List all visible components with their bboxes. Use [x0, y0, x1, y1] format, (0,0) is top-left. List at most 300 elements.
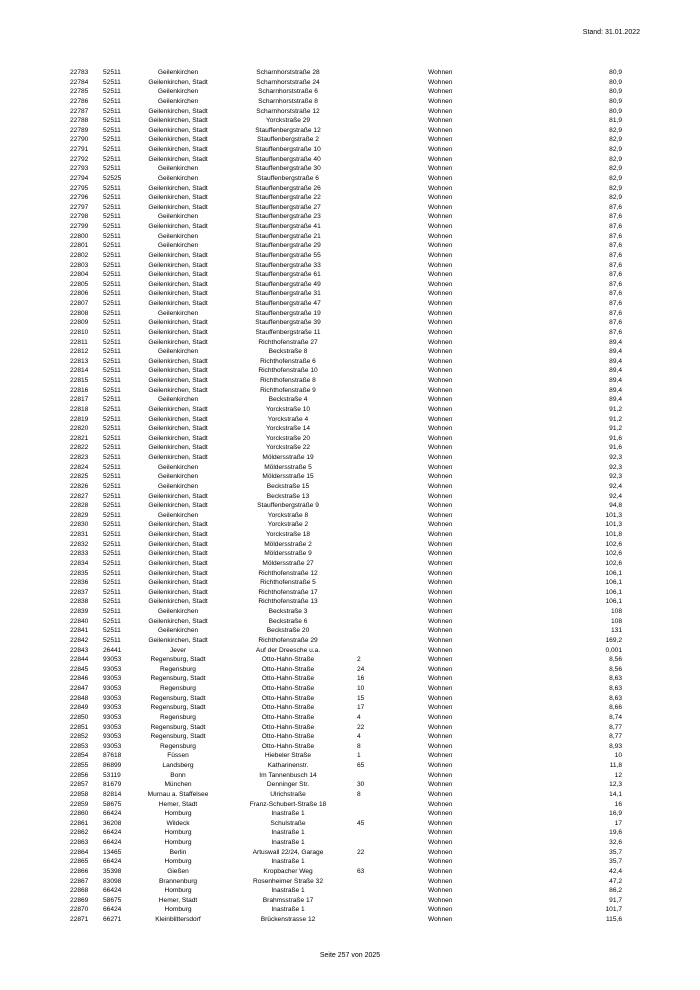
value: 80,9: [609, 107, 622, 115]
row-id: 22846: [70, 675, 89, 683]
table-row: 22869 58675 Hemer, Stadt Brahmsstraße 17 Wohnen 91,7: [70, 896, 622, 904]
table-row: 22820 52511 Geilenkirchen, Stadt Yorckstraße 14 Wohnen 91,2: [70, 425, 622, 433]
table-row: 22856 53119 Bonn Im Tannenbusch 14 Wohnen 12: [70, 771, 622, 779]
table-row: 22803 52511 Geilenkirchen, Stadt Stauffenbergstraße 33 Wohnen 87,6: [70, 261, 622, 269]
table-row: 22850 93053 Regensburg Otto-Hahn-Straße 4 Wohnen 8,74: [70, 713, 622, 721]
table-row: 22788 52511 Geilenkirchen, Stadt Yorckstraße 29 Wohnen 81,9: [70, 117, 622, 125]
postal-code: 26441: [103, 646, 122, 654]
usage-type: Wohnen: [428, 685, 453, 692]
usage-type: Wohnen: [428, 290, 453, 298]
row-id: 22854: [70, 752, 89, 760]
value: 87,6: [609, 300, 622, 307]
row-id: 22858: [70, 790, 89, 798]
table-row: 22785 52511 Geilenkirchen Scharnhorststraße 6 Wohnen 80,9: [70, 88, 622, 96]
value: 89,4: [609, 367, 622, 375]
postal-code: 66424: [103, 810, 122, 818]
value: 8,56: [609, 656, 622, 664]
row-id: 22806: [70, 290, 89, 298]
row-id: 22793: [70, 165, 89, 173]
table-row: 22839 52511 Geilenkirchen Beckstraße 3 Wohnen 108: [70, 608, 622, 615]
usage-type: Wohnen: [428, 665, 453, 673]
usage-type: Wohnen: [428, 280, 453, 288]
row-id: 22856: [70, 771, 89, 779]
row-id: 22791: [70, 146, 89, 153]
row-id: 22852: [70, 733, 89, 741]
table-row: 22829 52511 Geilenkirchen Yorckstraße 8 Wohnen 101,3: [70, 511, 622, 519]
table-row: 22801 52511 Geilenkirchen Stauffenbergstraße 29 Wohnen 87,6: [70, 242, 622, 250]
row-id: 22833: [70, 550, 89, 558]
table-row: 22787 52511 Geilenkirchen, Stadt Scharnhorststraße 12 Wohnen 80,9: [70, 107, 622, 115]
postal-code: 53119: [103, 771, 121, 779]
postal-code: 52511: [103, 165, 121, 173]
value: 8,66: [609, 704, 622, 712]
table-row: 22802 52511 Geilenkirchen, Stadt Stauffenbergstraße 55 Wohnen 87,6: [70, 251, 622, 259]
postal-code: 52511: [103, 184, 121, 192]
table-row: 22842 52511 Geilenkirchen, Stadt Richthofenstraße 29 Wohnen 169,2: [70, 636, 622, 644]
table-row: 22816 52511 Geilenkirchen, Stadt Richthofenstraße 9 Wohnen 89,4: [70, 386, 622, 394]
postal-code: 52511: [103, 280, 121, 288]
usage-type: Wohnen: [428, 97, 453, 105]
postal-code: 52511: [103, 155, 121, 163]
usage-type: Wohnen: [428, 819, 453, 827]
usage-type: Wohnen: [428, 579, 453, 587]
value: 87,6: [609, 328, 622, 336]
table-row: 22808 52511 Geilenkirchen Stauffenbergstraße 19 Wohnen 87,6: [70, 309, 622, 317]
row-id: 22868: [70, 887, 89, 895]
postal-code: 52511: [103, 126, 121, 134]
value: 16,9: [609, 810, 622, 818]
row-id: 22798: [70, 213, 89, 221]
table-row: 22851 93053 Regensburg, Stadt Otto-Hahn-Straße 22 Wohnen 8,77: [70, 723, 622, 731]
value: 87,6: [609, 271, 622, 279]
house-number: 8: [357, 790, 361, 798]
row-id: 22814: [70, 367, 89, 375]
usage-type: Wohnen: [428, 463, 453, 471]
usage-type: Wohnen: [428, 415, 453, 423]
row-id: 22792: [70, 155, 89, 163]
value: 115,6: [605, 916, 622, 923]
stand-date: Stand: 31.01.2022: [582, 29, 640, 36]
table-row: 22852 93053 Regensburg, Stadt Otto-Hahn-Straße 4 Wohnen 8,77: [70, 733, 622, 741]
table-row: 22831 52511 Geilenkirchen, Stadt Yorckstraße 18 Wohnen 101,8: [70, 531, 622, 538]
postal-code: 52511: [103, 117, 121, 125]
usage-type: Wohnen: [428, 146, 453, 153]
row-id: 22847: [70, 685, 89, 692]
row-id: 22819: [70, 415, 89, 423]
value: 169,2: [605, 636, 622, 644]
usage-type: Wohnen: [428, 588, 453, 596]
value: 91,2: [609, 425, 622, 433]
value: 94,8: [609, 502, 622, 510]
value: 91,2: [609, 405, 622, 413]
house-number: 8: [357, 742, 361, 750]
house-number: 30: [357, 781, 365, 789]
value: 86,2: [609, 887, 622, 895]
usage-type: Wohnen: [428, 300, 453, 307]
row-id: 22867: [70, 877, 89, 885]
value: 8,63: [609, 694, 622, 702]
usage-type: Wohnen: [428, 627, 453, 635]
table-row: 22805 52511 Geilenkirchen, Stadt Stauffenbergstraße 49 Wohnen 87,6: [70, 280, 622, 288]
value: 16: [614, 800, 622, 808]
value: 87,6: [609, 242, 622, 250]
value: 101,3: [605, 511, 622, 519]
row-id: 22831: [70, 531, 89, 538]
postal-code: 93053: [103, 665, 122, 673]
postal-code: 87618: [103, 752, 122, 760]
table-row: 22798 52511 Geilenkirchen Stauffenbergstraße 23 Wohnen 87,6: [70, 213, 622, 221]
value: 87,6: [609, 223, 622, 230]
usage-type: Wohnen: [428, 367, 453, 375]
table-row: 22817 52511 Geilenkirchen Beckstraße 4 Wohnen 89,4: [70, 396, 622, 404]
postal-code: 93053: [103, 704, 122, 712]
row-id: 22817: [70, 396, 89, 404]
postal-code: 52511: [103, 261, 121, 269]
usage-type: Wohnen: [428, 752, 453, 760]
value: 82,9: [609, 155, 622, 163]
postal-code: 93053: [103, 713, 122, 721]
usage-type: Wohnen: [428, 511, 453, 519]
usage-type: Wohnen: [428, 213, 453, 221]
table-row: 22824 52511 Geilenkirchen Möldersstraße 5 Wohnen 92,3: [70, 463, 622, 471]
row-id: 22813: [70, 357, 89, 365]
table-row: 22867 83098 Brannenburg Rosenheimer Straße 32 Wohnen 47,2: [70, 877, 622, 885]
value: 87,6: [609, 251, 622, 259]
table-row: 22866 35398 Gießen Kropbacher Weg 63 Wohnen 42,4: [70, 867, 622, 875]
postal-code: 52511: [103, 146, 121, 153]
table-row: 22784 52511 Geilenkirchen, Stadt Scharnhorststraße 24 Wohnen 80,9: [70, 78, 622, 86]
table-row: 22854 87618 Füssen Hiebeler Straße 1 Wohnen 10: [70, 752, 622, 760]
table-row: 22818 52511 Geilenkirchen, Stadt Yorckstraße 10 Wohnen 91,2: [70, 405, 622, 413]
value: 82,9: [609, 184, 622, 192]
postal-code: 52511: [103, 598, 121, 606]
house-number: 1: [357, 752, 361, 760]
usage-type: Wohnen: [428, 338, 453, 346]
value: 91,2: [609, 415, 622, 423]
postal-code: 52511: [103, 569, 121, 577]
value: 89,4: [609, 396, 622, 404]
postal-code: 52511: [103, 454, 121, 461]
row-id: 22828: [70, 502, 89, 510]
value: 12,3: [609, 781, 622, 789]
value: 91,7: [609, 896, 622, 904]
postal-code: 52511: [103, 531, 121, 538]
usage-type: Wohnen: [428, 636, 453, 644]
postal-code: 52511: [103, 367, 121, 375]
value: 102,6: [605, 559, 622, 567]
postal-code: 82814: [103, 790, 122, 798]
usage-type: Wohnen: [428, 107, 453, 115]
postal-code: 81679: [103, 781, 122, 789]
row-id: 22810: [70, 328, 89, 336]
table-row: 22834 52511 Geilenkirchen, Stadt Möldersstraße 27 Wohnen 102,6: [70, 559, 622, 567]
value: 14,1: [609, 790, 622, 798]
value: 82,9: [609, 136, 622, 144]
usage-type: Wohnen: [428, 174, 453, 182]
house-number: 2: [357, 656, 361, 664]
postal-code: 52511: [103, 473, 121, 481]
table-row: 22853 93053 Regensburg Otto-Hahn-Straße 8 Wohnen 8,93: [70, 742, 622, 750]
usage-type: Wohnen: [428, 444, 453, 452]
table-row: 22810 52511 Geilenkirchen, Stadt Stauffenbergstraße 11 Wohnen 87,6: [70, 328, 622, 336]
table-row: 22795 52511 Geilenkirchen, Stadt Stauffenbergstraße 26 Wohnen 82,9: [70, 184, 622, 192]
value: 10: [614, 752, 622, 760]
value: 89,4: [609, 348, 622, 356]
usage-type: Wohnen: [428, 704, 453, 712]
row-id: 22827: [70, 492, 89, 500]
table-row: 22870 66424 Homburg Inastraße 1 Wohnen 101,7: [70, 906, 622, 914]
postal-code: 52511: [103, 348, 121, 356]
table-row: 22794 52525 Geilenkirchen Stauffenbergstraße 6 Wohnen 82,9: [70, 174, 622, 182]
postal-code: 58675: [103, 800, 122, 808]
value: 8,63: [609, 685, 622, 692]
postal-code: 52511: [103, 271, 121, 279]
usage-type: Wohnen: [428, 877, 453, 885]
usage-type: Wohnen: [428, 887, 453, 895]
house-number: 22: [357, 723, 365, 731]
value: 8,93: [609, 742, 622, 750]
postal-code: 93053: [103, 742, 122, 750]
value: 102,6: [605, 540, 622, 548]
usage-type: Wohnen: [428, 232, 453, 240]
value: 87,6: [609, 290, 622, 298]
page-footer: Seite 257 von 2025: [319, 952, 381, 959]
postal-code: 66424: [103, 829, 122, 837]
table-row: 22809 52511 Geilenkirchen, Stadt Stauffenbergstraße 39 Wohnen 87,6: [70, 319, 622, 327]
postal-code: 52511: [103, 405, 121, 413]
value: 106,1: [605, 579, 622, 587]
value: 91,6: [609, 434, 622, 442]
value: 87,6: [609, 280, 622, 288]
postal-code: 93053: [103, 694, 122, 702]
value: 82,9: [609, 174, 622, 182]
table-row: 22864 13465 Berlin Artuswall 22/24, Garage 22 Wohnen 35,7: [70, 848, 622, 856]
postal-code: 52511: [103, 78, 121, 86]
postal-code: 52511: [103, 290, 121, 298]
row-id: 22808: [70, 309, 89, 317]
row-id: 22835: [70, 569, 89, 577]
value: 87,6: [609, 213, 622, 221]
table-row: 22838 52511 Geilenkirchen, Stadt Richthofenstraße 13 Wohnen 106,1: [70, 598, 622, 606]
row-id: 22862: [70, 829, 89, 837]
row-id: 22851: [70, 723, 89, 731]
row-id: 22871: [70, 916, 89, 923]
row-id: 22820: [70, 425, 89, 433]
postal-code: 52511: [103, 463, 121, 471]
table-row: 22847 93053 Regensburg Otto-Hahn-Straße 10 Wohnen 8,63: [70, 685, 622, 692]
house-number: 15: [357, 694, 365, 702]
value: 35,7: [609, 848, 622, 856]
table-row: 22792 52511 Geilenkirchen, Stadt Stauffenbergstraße 40 Wohnen 82,9: [70, 155, 622, 163]
usage-type: Wohnen: [428, 867, 453, 875]
value: 87,6: [609, 319, 622, 327]
usage-type: Wohnen: [428, 896, 453, 904]
usage-type: Wohnen: [428, 184, 453, 192]
postal-code: 52511: [103, 242, 121, 250]
usage-type: Wohnen: [428, 271, 453, 279]
usage-type: Wohnen: [428, 136, 453, 144]
value: 106,1: [605, 588, 622, 596]
postal-code: 52511: [103, 396, 121, 404]
postal-code: 93053: [103, 723, 122, 731]
row-id: 22822: [70, 444, 89, 452]
usage-type: Wohnen: [428, 454, 453, 461]
row-id: 22794: [70, 174, 89, 182]
usage-type: Wohnen: [428, 848, 453, 856]
row-id: 22797: [70, 203, 89, 211]
table-row: 22811 52511 Geilenkirchen, Stadt Richthofenstraße 27 Wohnen 89,4: [70, 338, 622, 346]
postal-code: 83098: [103, 877, 122, 885]
table-row: 22804 52511 Geilenkirchen, Stadt Stauffenbergstraße 61 Wohnen 87,6: [70, 271, 622, 279]
postal-code: 52511: [103, 223, 121, 230]
house-number: 4: [357, 733, 361, 741]
table-row: 22837 52511 Geilenkirchen, Stadt Richthofenstraße 17 Wohnen 106,1: [70, 588, 622, 596]
row-id: 22805: [70, 280, 89, 288]
usage-type: Wohnen: [428, 829, 453, 837]
row-id: 22786: [70, 97, 89, 105]
postal-code: 52511: [103, 636, 121, 644]
value: 11,8: [609, 762, 622, 769]
usage-type: Wohnen: [428, 858, 453, 866]
postal-code: 66424: [103, 858, 122, 866]
postal-code: 52511: [103, 69, 121, 76]
value: 92,3: [609, 473, 622, 481]
usage-type: Wohnen: [428, 656, 453, 664]
usage-type: Wohnen: [428, 319, 453, 327]
table-row: 22857 81679 München Denninger Str. 30 Wohnen 12,3: [70, 781, 622, 789]
value: 82,9: [609, 126, 622, 134]
usage-type: Wohnen: [428, 733, 453, 741]
usage-type: Wohnen: [428, 617, 453, 625]
row-id: 22836: [70, 579, 89, 587]
value: 8,74: [609, 713, 622, 721]
value: 32,6: [609, 839, 622, 846]
row-id: 22864: [70, 848, 89, 856]
table-row: 22828 52511 Geilenkirchen, Stadt Stauffenbergstraße 9 Wohnen 94,8: [70, 502, 622, 510]
value: 82,9: [609, 165, 622, 173]
usage-type: Wohnen: [428, 482, 453, 490]
usage-type: Wohnen: [428, 396, 453, 404]
value: 80,9: [609, 88, 622, 96]
row-id: 22834: [70, 559, 89, 567]
postal-code: 52511: [103, 434, 121, 442]
postal-code: 52511: [103, 608, 121, 615]
postal-code: 52511: [103, 357, 121, 365]
usage-type: Wohnen: [428, 88, 453, 96]
row-id: 22845: [70, 665, 89, 673]
table-row: 22826 52511 Geilenkirchen Beckstraße 15 Wohnen 92,4: [70, 482, 622, 490]
value: 80,9: [609, 69, 622, 76]
postal-code: 52511: [103, 511, 121, 519]
usage-type: Wohnen: [428, 771, 453, 779]
row-id: 22803: [70, 261, 89, 269]
usage-type: Wohnen: [428, 194, 453, 202]
value: 8,63: [609, 675, 622, 683]
row-id: 22832: [70, 540, 89, 548]
house-number: 16: [357, 675, 365, 683]
postal-code: 66424: [103, 839, 122, 846]
usage-type: Wohnen: [428, 357, 453, 365]
row-id: 22853: [70, 742, 89, 750]
row-id: 22848: [70, 694, 89, 702]
postal-code: 66271: [103, 916, 122, 923]
usage-type: Wohnen: [428, 675, 453, 683]
postal-code: 52511: [103, 502, 121, 510]
usage-type: Wohnen: [428, 569, 453, 577]
row-id: 22843: [70, 646, 89, 654]
table-row: 22849 93053 Regensburg, Stadt Otto-Hahn-Straße 17 Wohnen 8,66: [70, 704, 622, 712]
row-id: 22795: [70, 184, 89, 192]
table-row: 22813 52511 Geilenkirchen, Stadt Richthofenstraße 6 Wohnen 89,4: [70, 357, 622, 365]
house-number: 65: [357, 762, 365, 769]
table-row: 22858 82814 Murnau a. Staffelsee Ulrichstraße 8 Wohnen 14,1: [70, 790, 622, 798]
value: 8,56: [609, 665, 622, 673]
value: 82,9: [609, 146, 622, 153]
house-number: 45: [357, 819, 365, 827]
table-row: 22848 93053 Regensburg, Stadt Otto-Hahn-Straße 15 Wohnen 8,63: [70, 694, 622, 702]
table-row: 22836 52511 Geilenkirchen, Stadt Richthofenstraße 5 Wohnen 106,1: [70, 579, 622, 587]
postal-code: 93053: [103, 656, 122, 664]
postal-code: 52511: [103, 194, 121, 202]
house-number: 17: [357, 704, 365, 712]
row-id: 22816: [70, 386, 89, 394]
usage-type: Wohnen: [428, 646, 453, 654]
value: 92,4: [609, 492, 622, 500]
row-id: 22799: [70, 223, 89, 230]
postal-code: 52511: [103, 579, 121, 587]
value: 92,3: [609, 463, 622, 471]
usage-type: Wohnen: [428, 386, 453, 394]
postal-code: 52511: [103, 88, 121, 96]
usage-type: Wohnen: [428, 550, 453, 558]
value: 89,4: [609, 386, 622, 394]
postal-code: 52511: [103, 482, 121, 490]
usage-type: Wohnen: [428, 155, 453, 163]
row-id: 22850: [70, 713, 89, 721]
row-id: 22790: [70, 136, 89, 144]
value: 8,77: [609, 723, 622, 731]
house-number: 22: [357, 848, 365, 856]
value: 17: [614, 819, 622, 827]
value: 89,4: [609, 377, 622, 384]
postal-code: 52511: [103, 319, 121, 327]
usage-type: Wohnen: [428, 242, 453, 250]
postal-code: 52511: [103, 377, 121, 384]
table-row: 22815 52511 Geilenkirchen, Stadt Richthofenstraße 8 Wohnen 89,4: [70, 377, 622, 384]
row-id: 22815: [70, 377, 89, 384]
value: 47,2: [609, 877, 622, 885]
table-row: 22833 52511 Geilenkirchen, Stadt Möldersstraße 9 Wohnen 102,6: [70, 550, 622, 558]
house-number: 24: [357, 665, 365, 673]
usage-type: Wohnen: [428, 165, 453, 173]
usage-type: Wohnen: [428, 348, 453, 356]
row-id: 22811: [70, 338, 88, 346]
row-id: 22841: [70, 627, 89, 635]
usage-type: Wohnen: [428, 434, 453, 442]
value: 81,9: [609, 117, 622, 125]
postal-code: 52511: [103, 559, 121, 567]
usage-type: Wohnen: [428, 839, 453, 846]
table-row: 22863 66424 Homburg Inastraße 1 Wohnen 32,6: [70, 839, 622, 846]
postal-code: 52511: [103, 338, 121, 346]
row-id: 22823: [70, 454, 89, 461]
postal-code: 93053: [103, 733, 122, 741]
table-row: 22807 52511 Geilenkirchen, Stadt Stauffenbergstraße 47 Wohnen 87,6: [70, 300, 622, 307]
table-row: 22797 52511 Geilenkirchen, Stadt Stauffenbergstraße 27 Wohnen 87,6: [70, 203, 622, 211]
postal-code: 52511: [103, 444, 121, 452]
postal-code: 52525: [103, 174, 122, 182]
value: 35,7: [609, 858, 622, 866]
